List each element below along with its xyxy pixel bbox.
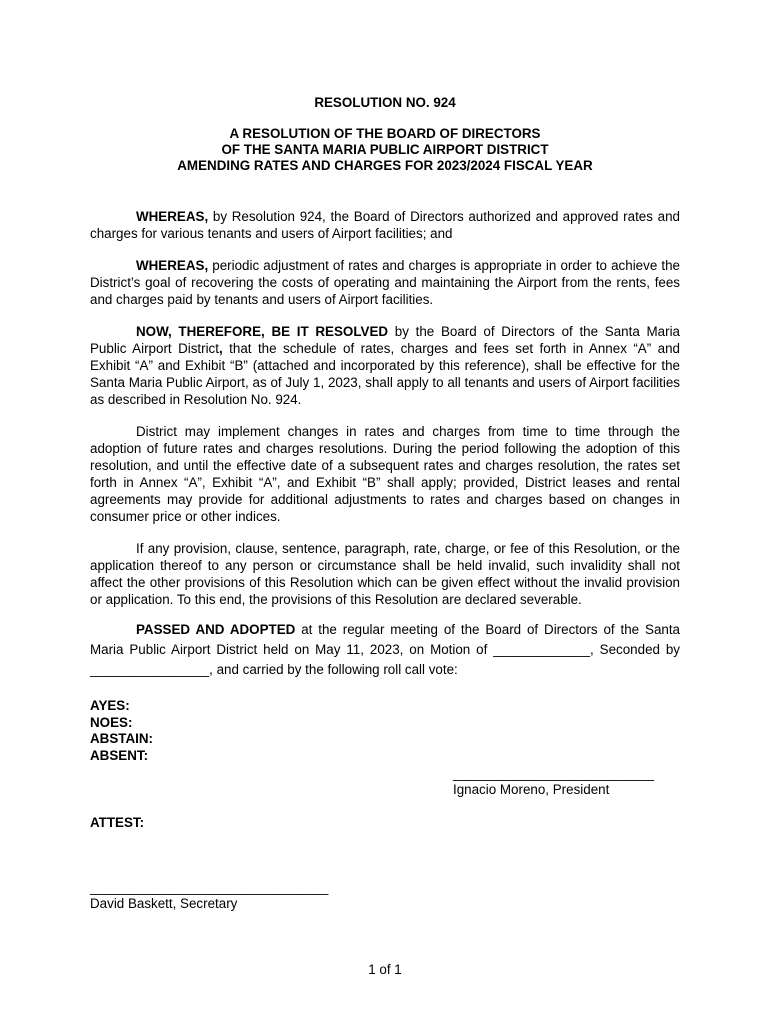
heading-line-2: OF THE SANTA MARIA PUBLIC AIRPORT DISTRICT <box>221 142 549 157</box>
paragraph-rate-changes: District may implement changes in rates and charges from time to time through the adoption of future rates and charges resolutions. During the period following the adoption of this resolution, and until the effective date of a subsequent rates and charges resolution, the rates set forth in Annex “A”, Exhibit “A”, and Exhibit “B” shall apply; provided, District leases and rental agreements may provide for additional adjustments to rates and charges based on changes in consumer price or other indices. <box>90 424 680 524</box>
resolved-text-a: by the Board of Directors of the Santa Maria Public Airport District <box>90 324 680 356</box>
whereas-2-lead: WHEREAS, <box>136 258 209 273</box>
president-name: Ignacio Moreno, President <box>453 782 610 797</box>
whereas-2-text: periodic adjustment of rates and charges is appropriate in order to achieve the District’s goal of recovering the costs of operating and maintaining the Airport from the rents, fees and charges paid by tenants and users of Airport facilities. <box>90 258 680 307</box>
whereas-1-lead: WHEREAS, <box>136 209 209 224</box>
resolution-title: RESOLUTION NO. 924 <box>314 95 456 110</box>
passed-adopted-text: at the regular meeting of the Board of Directors of the Santa Maria Public Airport District held on May 11, 2023, on Motion of _____________, Seconded by ________________, and carried by the following roll call vote: <box>90 622 681 677</box>
secretary-signature-line: ________________________________ <box>90 880 329 895</box>
vote-noes: NOES: <box>90 714 133 730</box>
paragraph-resolved <box>90 323 680 408</box>
passed-adopted-lead: PASSED AND ADOPTED <box>136 622 296 637</box>
heading-line-3: AMENDING RATES AND CHARGES FOR 2023/2024 FISCAL YEAR <box>177 158 593 173</box>
paragraph-passed-adopted <box>90 620 680 680</box>
resolved-lead: NOW, THEREFORE, BE IT RESOLVED <box>136 324 389 339</box>
whereas-1-text: by Resolution 924, the Board of Directors authorized and approved rates and charges for various tenants and users of Airport facilities; and <box>90 209 680 241</box>
resolved-comma: , <box>218 341 223 356</box>
resolution-heading <box>0 126 770 174</box>
paragraph-whereas-2 <box>90 257 680 308</box>
vote-abstain: ABSTAIN: <box>90 731 153 746</box>
president-signature-line: ___________________________ <box>453 766 655 781</box>
vote-ayes: AYES: <box>90 698 130 713</box>
heading-line-1: A RESOLUTION OF THE BOARD OF DIRECTORS <box>229 126 541 141</box>
resolved-text-b: that the schedule of rates, charges and fees set forth in Annex “A” and Exhibit “A” and Exhibit “B” (attached and incorporated by this reference), shall be effective for the Santa Maria Public Airport, as of July 1, 2023, shall apply to all tenants and users of Airport facilities as described in Resolution No. 924. <box>90 341 680 407</box>
page-number: 1 of 1 <box>368 962 402 977</box>
paragraph-whereas-1 <box>90 208 680 242</box>
roll-call-votes <box>90 698 153 764</box>
paragraph-severability: If any provision, clause, sentence, paragraph, rate, charge, or fee of this Resolution, or the application thereof to any person or circumstance shall be held invalid, such invalidity shall not affect the other provisions of this Resolution which can be given effect without the invalid provision or application. To this end, the provisions of this Resolution are declared severable. <box>90 541 680 607</box>
attest-label: ATTEST: <box>90 815 145 830</box>
vote-absent: ABSENT: <box>90 747 149 763</box>
secretary-name: David Baskett, Secretary <box>90 896 238 911</box>
